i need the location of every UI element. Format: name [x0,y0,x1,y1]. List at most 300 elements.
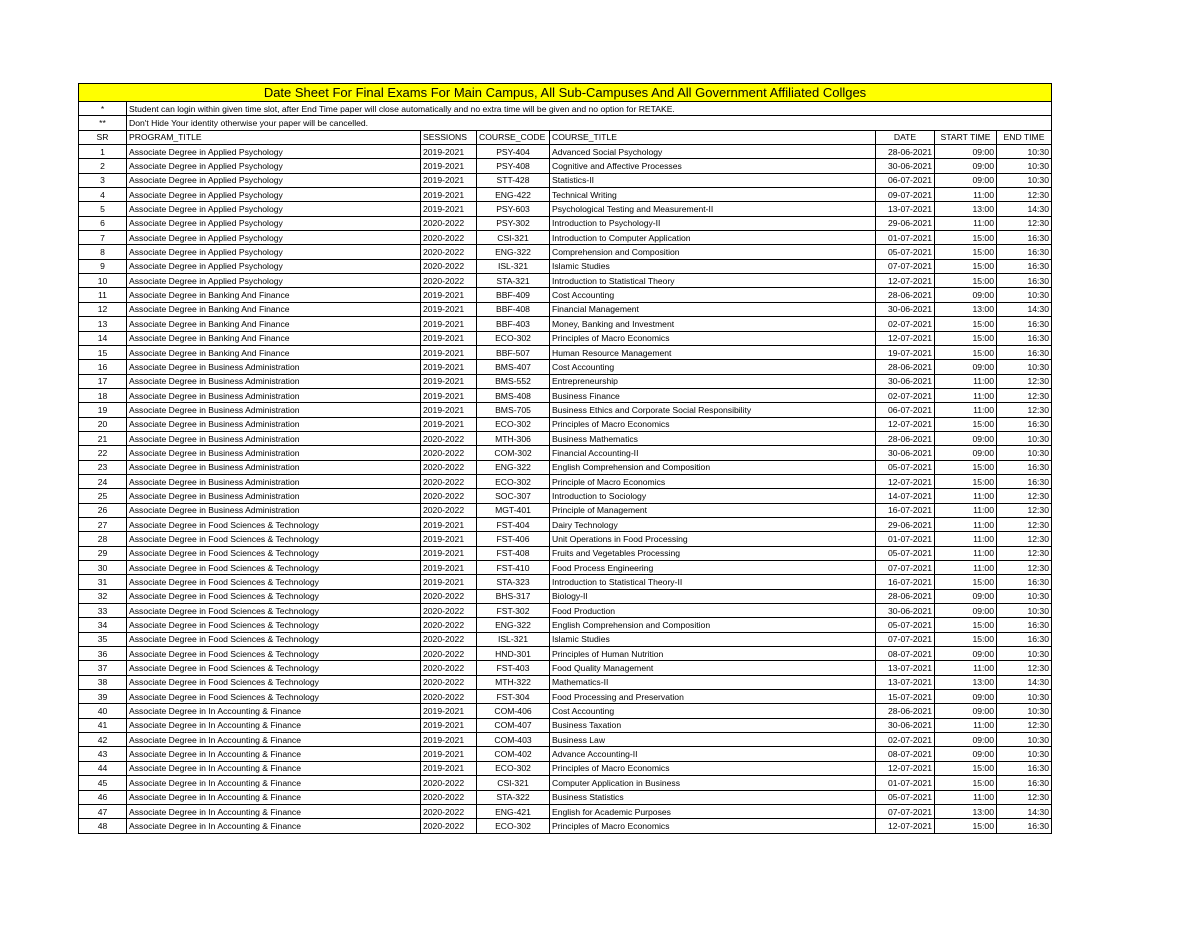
table-row [79,604,1052,618]
table-row [79,403,1052,417]
course-code-cell: ISL-321 [477,259,550,273]
date-cell: 07-07-2021 [876,804,935,818]
course-title-cell: Introduction to Statistical Theory [550,274,876,288]
end-time-cell: 16:30 [997,618,1052,632]
session-cell: 2019-2021 [421,747,477,761]
end-time-cell: 16:30 [997,776,1052,790]
date-cell: 30-06-2021 [876,446,935,460]
program-cell: Associate Degree in In Accounting & Finance [127,704,421,718]
sr-cell: 43 [79,747,127,761]
start-time-cell: 09:00 [935,173,997,187]
sr-cell: 20 [79,417,127,431]
program-cell: Associate Degree in Food Sciences & Technology [127,690,421,704]
table-row [79,589,1052,603]
sr-cell: 16 [79,360,127,374]
table-row [79,288,1052,302]
sr-cell: 29 [79,546,127,560]
start-time-cell: 15:00 [935,231,997,245]
table-row [79,245,1052,259]
course-title-cell: Food Production [550,604,876,618]
course-title-cell: Technical Writing [550,188,876,202]
end-time-cell: 10:30 [997,733,1052,747]
table-row [79,690,1052,704]
course-code-cell: STA-321 [477,274,550,288]
course-title-cell: Business Ethics and Corporate Social Responsibility [550,403,876,417]
date-cell: 30-06-2021 [876,302,935,316]
table-row [79,517,1052,531]
start-time-cell: 11:00 [935,374,997,388]
date-cell: 16-07-2021 [876,575,935,589]
program-cell: Associate Degree in Business Administration [127,503,421,517]
sr-cell: 21 [79,431,127,445]
start-time-cell: 15:00 [935,618,997,632]
table-row [79,503,1052,517]
course-code-cell: ENG-322 [477,618,550,632]
header-end-time: END TIME [997,130,1052,144]
course-title-cell: Business Mathematics [550,431,876,445]
note-row [79,102,1052,116]
start-time-cell: 15:00 [935,259,997,273]
session-cell: 2019-2021 [421,704,477,718]
course-title-cell: English for Academic Purposes [550,804,876,818]
start-time-cell: 13:00 [935,302,997,316]
course-code-cell: ENG-422 [477,188,550,202]
session-cell: 2019-2021 [421,345,477,359]
end-time-cell: 10:30 [997,288,1052,302]
course-code-cell: SOC-307 [477,489,550,503]
course-title-cell: Dairy Technology [550,517,876,531]
sr-cell: 38 [79,675,127,689]
end-time-cell: 16:30 [997,331,1052,345]
date-cell: 05-07-2021 [876,245,935,259]
program-cell: Associate Degree in Business Administration [127,403,421,417]
program-cell: Associate Degree in Food Sciences & Technology [127,647,421,661]
header-sr: SR [79,130,127,144]
date-cell: 07-07-2021 [876,561,935,575]
program-cell: Associate Degree in Food Sciences & Technology [127,575,421,589]
program-cell: Associate Degree in Applied Psychology [127,216,421,230]
course-code-cell: BMS-408 [477,388,550,402]
session-cell: 2019-2021 [421,374,477,388]
end-time-cell: 16:30 [997,231,1052,245]
end-time-cell: 12:30 [997,546,1052,560]
course-title-cell: Financial Accounting-II [550,446,876,460]
end-time-cell: 10:30 [997,145,1052,159]
table-row [79,446,1052,460]
start-time-cell: 15:00 [935,575,997,589]
sr-cell: 26 [79,503,127,517]
course-code-cell: FST-403 [477,661,550,675]
session-cell: 2019-2021 [421,733,477,747]
course-code-cell: PSY-404 [477,145,550,159]
program-cell: Associate Degree in Banking And Finance [127,302,421,316]
session-cell: 2019-2021 [421,360,477,374]
course-code-cell: FST-302 [477,604,550,618]
start-time-cell: 15:00 [935,331,997,345]
course-code-cell: BMS-552 [477,374,550,388]
session-cell: 2020-2022 [421,819,477,833]
program-cell: Associate Degree in Applied Psychology [127,245,421,259]
sr-cell: 47 [79,804,127,818]
course-title-cell: Money, Banking and Investment [550,317,876,331]
course-title-cell: English Comprehension and Composition [550,618,876,632]
end-time-cell: 12:30 [997,718,1052,732]
course-title-cell: Advanced Social Psychology [550,145,876,159]
course-title-cell: Business Finance [550,388,876,402]
program-cell: Associate Degree in Banking And Finance [127,317,421,331]
session-cell: 2019-2021 [421,202,477,216]
table-row [79,145,1052,159]
date-cell: 05-07-2021 [876,790,935,804]
sr-cell: 5 [79,202,127,216]
date-cell: 30-06-2021 [876,374,935,388]
table-row [79,460,1052,474]
program-cell: Associate Degree in In Accounting & Finance [127,819,421,833]
end-time-cell: 10:30 [997,604,1052,618]
end-time-cell: 14:30 [997,202,1052,216]
date-cell: 13-07-2021 [876,202,935,216]
header-sessions: SESSIONS [421,130,477,144]
end-time-cell: 12:30 [997,561,1052,575]
start-time-cell: 15:00 [935,317,997,331]
table-row [79,675,1052,689]
program-cell: Associate Degree in Applied Psychology [127,173,421,187]
table-row [79,317,1052,331]
start-time-cell: 09:00 [935,589,997,603]
course-title-cell: Human Resource Management [550,345,876,359]
course-code-cell: CSI-321 [477,776,550,790]
date-sheet-table [78,83,1052,834]
table-row [79,274,1052,288]
start-time-cell: 09:00 [935,604,997,618]
session-cell: 2019-2021 [421,159,477,173]
course-code-cell: COM-403 [477,733,550,747]
program-cell: Associate Degree in Food Sciences & Technology [127,675,421,689]
start-time-cell: 09:00 [935,446,997,460]
end-time-cell: 12:30 [997,403,1052,417]
sr-cell: 41 [79,718,127,732]
course-title-cell: Business Law [550,733,876,747]
start-time-cell: 15:00 [935,417,997,431]
start-time-cell: 15:00 [935,345,997,359]
table-row [79,360,1052,374]
sr-cell: 12 [79,302,127,316]
date-cell: 05-07-2021 [876,546,935,560]
table-row [79,388,1052,402]
program-cell: Associate Degree in Food Sciences & Technology [127,661,421,675]
date-cell: 07-07-2021 [876,632,935,646]
program-cell: Associate Degree in Food Sciences & Technology [127,546,421,560]
sr-cell: 39 [79,690,127,704]
sr-cell: 45 [79,776,127,790]
end-time-cell: 10:30 [997,589,1052,603]
session-cell: 2020-2022 [421,216,477,230]
table-row [79,202,1052,216]
date-cell: 01-07-2021 [876,532,935,546]
course-code-cell: COM-406 [477,704,550,718]
course-title-cell: Statistics-II [550,173,876,187]
date-cell: 05-07-2021 [876,618,935,632]
end-time-cell: 16:30 [997,259,1052,273]
session-cell: 2020-2022 [421,231,477,245]
session-cell: 2019-2021 [421,331,477,345]
date-cell: 02-07-2021 [876,733,935,747]
sr-cell: 17 [79,374,127,388]
end-time-cell: 12:30 [997,661,1052,675]
session-cell: 2020-2022 [421,647,477,661]
start-time-cell: 13:00 [935,675,997,689]
date-cell: 05-07-2021 [876,460,935,474]
table-row [79,231,1052,245]
start-time-cell: 09:00 [935,747,997,761]
sr-cell: 34 [79,618,127,632]
end-time-cell: 14:30 [997,302,1052,316]
header-start-time: START TIME [935,130,997,144]
program-cell: Associate Degree in Applied Psychology [127,159,421,173]
table-row [79,374,1052,388]
table-row [79,188,1052,202]
header-date: DATE [876,130,935,144]
date-cell: 08-07-2021 [876,647,935,661]
sr-cell: 8 [79,245,127,259]
course-title-cell: Unit Operations in Food Processing [550,532,876,546]
end-time-cell: 12:30 [997,532,1052,546]
table-row [79,804,1052,818]
end-time-cell: 16:30 [997,274,1052,288]
sr-cell: 36 [79,647,127,661]
session-cell: 2019-2021 [421,302,477,316]
date-cell: 02-07-2021 [876,388,935,402]
session-cell: 2019-2021 [421,532,477,546]
course-code-cell: ECO-302 [477,819,550,833]
start-time-cell: 11:00 [935,503,997,517]
sr-cell: 4 [79,188,127,202]
program-cell: Associate Degree in In Accounting & Finance [127,776,421,790]
course-code-cell: CSI-321 [477,231,550,245]
date-cell: 15-07-2021 [876,690,935,704]
end-time-cell: 12:30 [997,188,1052,202]
date-cell: 29-06-2021 [876,517,935,531]
program-cell: Associate Degree in Business Administration [127,474,421,488]
session-cell: 2020-2022 [421,446,477,460]
course-title-cell: Financial Management [550,302,876,316]
course-code-cell: COM-407 [477,718,550,732]
end-time-cell: 10:30 [997,647,1052,661]
course-title-cell: Food Processing and Preservation [550,690,876,704]
course-title-cell: Principles of Macro Economics [550,331,876,345]
start-time-cell: 09:00 [935,159,997,173]
date-cell: 06-07-2021 [876,403,935,417]
end-time-cell: 10:30 [997,360,1052,374]
header-course-code: COURSE_CODE [477,130,550,144]
course-code-cell: BBF-408 [477,302,550,316]
session-cell: 2020-2022 [421,489,477,503]
program-cell: Associate Degree in Business Administration [127,489,421,503]
sr-cell: 9 [79,259,127,273]
start-time-cell: 15:00 [935,474,997,488]
date-cell: 13-07-2021 [876,675,935,689]
session-cell: 2019-2021 [421,188,477,202]
end-time-cell: 12:30 [997,388,1052,402]
end-time-cell: 16:30 [997,245,1052,259]
program-cell: Associate Degree in In Accounting & Finance [127,733,421,747]
table-row [79,747,1052,761]
start-time-cell: 09:00 [935,704,997,718]
start-time-cell: 11:00 [935,489,997,503]
end-time-cell: 12:30 [997,374,1052,388]
table-row [79,661,1052,675]
start-time-cell: 15:00 [935,460,997,474]
course-code-cell: ECO-302 [477,331,550,345]
sr-cell: 10 [79,274,127,288]
session-cell: 2020-2022 [421,618,477,632]
end-time-cell: 12:30 [997,503,1052,517]
program-cell: Associate Degree in Business Administration [127,360,421,374]
course-code-cell: HND-301 [477,647,550,661]
date-cell: 07-07-2021 [876,259,935,273]
end-time-cell: 10:30 [997,690,1052,704]
course-code-cell: PSY-302 [477,216,550,230]
date-cell: 12-07-2021 [876,819,935,833]
course-title-cell: Business Taxation [550,718,876,732]
table-row [79,819,1052,833]
sr-cell: 22 [79,446,127,460]
end-time-cell: 12:30 [997,216,1052,230]
date-cell: 12-07-2021 [876,474,935,488]
sr-cell: 32 [79,589,127,603]
session-cell: 2020-2022 [421,503,477,517]
sr-cell: 18 [79,388,127,402]
course-title-cell: Cost Accounting [550,360,876,374]
sr-cell: 37 [79,661,127,675]
date-cell: 06-07-2021 [876,173,935,187]
session-cell: 2020-2022 [421,604,477,618]
session-cell: 2020-2022 [421,460,477,474]
course-title-cell: Islamic Studies [550,259,876,273]
course-title-cell: Fruits and Vegetables Processing [550,546,876,560]
program-cell: Associate Degree in Banking And Finance [127,345,421,359]
course-title-cell: Principles of Macro Economics [550,819,876,833]
start-time-cell: 15:00 [935,761,997,775]
course-code-cell: FST-304 [477,690,550,704]
sr-cell: 35 [79,632,127,646]
session-cell: 2020-2022 [421,804,477,818]
sr-cell: 44 [79,761,127,775]
table-row [79,618,1052,632]
course-code-cell: ISL-321 [477,632,550,646]
start-time-cell: 15:00 [935,819,997,833]
date-cell: 01-07-2021 [876,776,935,790]
start-time-cell: 09:00 [935,145,997,159]
course-code-cell: MTH-306 [477,431,550,445]
course-title-cell: Food Process Engineering [550,561,876,575]
note-mark: * [79,102,127,116]
course-code-cell: BBF-403 [477,317,550,331]
date-cell: 12-07-2021 [876,331,935,345]
sheet-title: Date Sheet For Final Exams For Main Campus, All Sub-Campuses And All Government Affiliated Collges [79,84,1052,102]
course-code-cell: ECO-302 [477,474,550,488]
program-cell: Associate Degree in Applied Psychology [127,202,421,216]
program-cell: Associate Degree in Food Sciences & Technology [127,589,421,603]
session-cell: 2020-2022 [421,632,477,646]
start-time-cell: 11:00 [935,561,997,575]
date-cell: 28-06-2021 [876,431,935,445]
program-cell: Associate Degree in In Accounting & Finance [127,761,421,775]
sr-cell: 27 [79,517,127,531]
sr-cell: 14 [79,331,127,345]
table-row [79,761,1052,775]
session-cell: 2020-2022 [421,589,477,603]
session-cell: 2020-2022 [421,675,477,689]
session-cell: 2020-2022 [421,245,477,259]
session-cell: 2019-2021 [421,561,477,575]
table-row [79,431,1052,445]
program-cell: Associate Degree in Food Sciences & Technology [127,517,421,531]
session-cell: 2020-2022 [421,690,477,704]
start-time-cell: 09:00 [935,431,997,445]
sr-cell: 3 [79,173,127,187]
date-cell: 29-06-2021 [876,216,935,230]
program-cell: Associate Degree in Business Administration [127,417,421,431]
end-time-cell: 10:30 [997,446,1052,460]
table-row [79,216,1052,230]
start-time-cell: 11:00 [935,790,997,804]
table-row [79,546,1052,560]
course-code-cell: BMS-705 [477,403,550,417]
program-cell: Associate Degree in In Accounting & Finance [127,790,421,804]
end-time-cell: 16:30 [997,575,1052,589]
course-code-cell: STA-323 [477,575,550,589]
start-time-cell: 09:00 [935,690,997,704]
start-time-cell: 11:00 [935,216,997,230]
date-cell: 12-07-2021 [876,274,935,288]
course-title-cell: Principle of Management [550,503,876,517]
end-time-cell: 10:30 [997,159,1052,173]
session-cell: 2020-2022 [421,274,477,288]
sr-cell: 15 [79,345,127,359]
sr-cell: 6 [79,216,127,230]
table-row [79,733,1052,747]
date-cell: 01-07-2021 [876,231,935,245]
table-row [79,632,1052,646]
header-row [79,130,1052,144]
end-time-cell: 10:30 [997,747,1052,761]
program-cell: Associate Degree in Food Sciences & Technology [127,532,421,546]
program-cell: Associate Degree in Applied Psychology [127,231,421,245]
end-time-cell: 16:30 [997,761,1052,775]
table-row [79,532,1052,546]
table-row [79,259,1052,273]
start-time-cell: 11:00 [935,388,997,402]
course-code-cell: BMS-407 [477,360,550,374]
end-time-cell: 12:30 [997,790,1052,804]
table-row [79,345,1052,359]
course-code-cell: FST-404 [477,517,550,531]
course-code-cell: PSY-408 [477,159,550,173]
sr-cell: 23 [79,460,127,474]
course-title-cell: Principles of Human Nutrition [550,647,876,661]
sr-cell: 19 [79,403,127,417]
course-title-cell: Computer Application in Business [550,776,876,790]
start-time-cell: 11:00 [935,546,997,560]
note-text: Student can login within given time slot, after End Time paper will close automatically and no extra time will be given and no option for RETAKE. [127,102,1052,116]
start-time-cell: 13:00 [935,804,997,818]
session-cell: 2020-2022 [421,661,477,675]
session-cell: 2019-2021 [421,718,477,732]
table-row [79,173,1052,187]
table-row [79,575,1052,589]
sr-cell: 25 [79,489,127,503]
